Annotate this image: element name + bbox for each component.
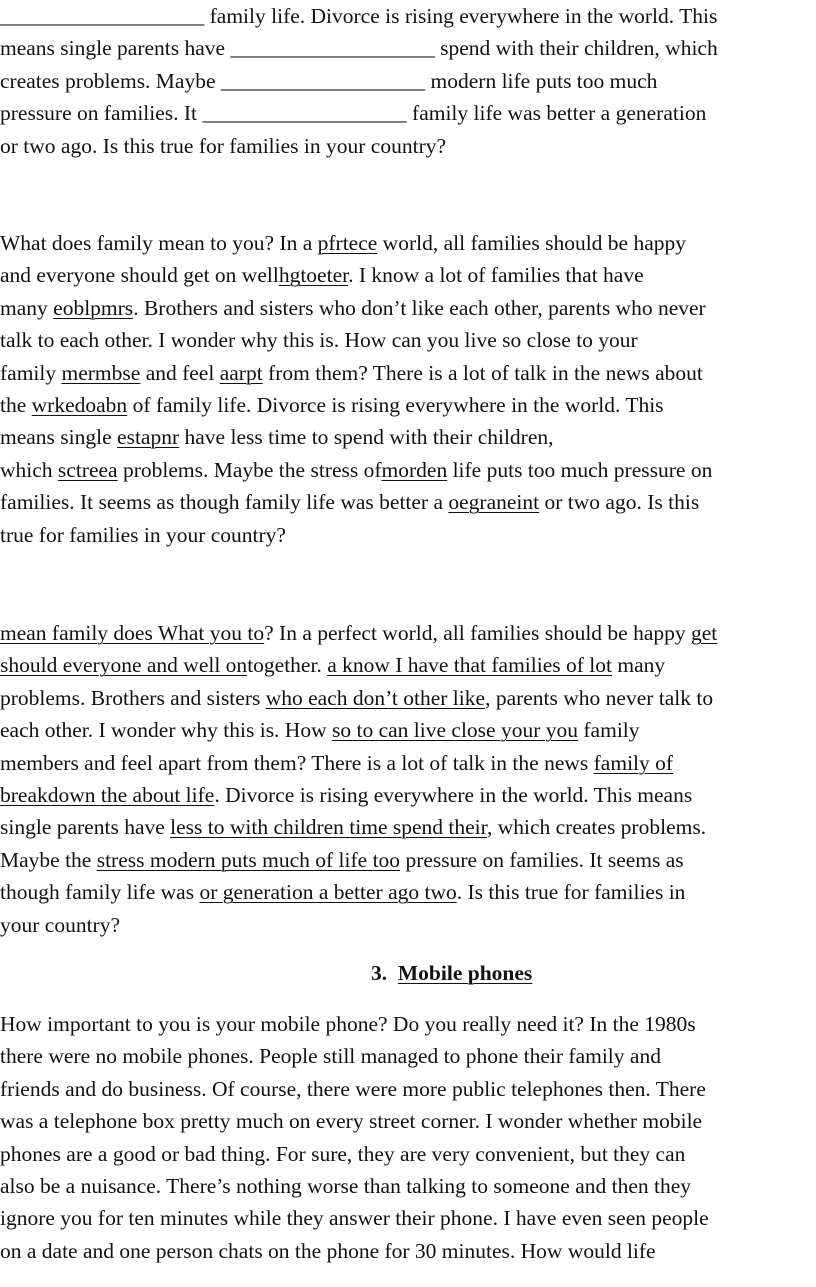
text-run: together. — [247, 653, 328, 678]
mobile-phones-paragraph-line: phones are a good or bad thing. For sure, they are very convenient, but they can — [0, 1141, 686, 1166]
text-run: means single — [0, 425, 118, 450]
mobile-phones-paragraph-line: there were no mobile phones. People still managed to phone their family and — [0, 1044, 661, 1069]
scrambled-word-order-paragraph-line — [0, 714, 640, 746]
underlined-scrambled-text: who each don’t other like — [265, 685, 486, 710]
text-run: families. It seems as though family life was better a — [0, 490, 449, 515]
text-run: and everyone should get on well — [0, 263, 279, 288]
mobile-phones-paragraph-line: How important to you is your mobile phone? Do you really need it? In the 1980s — [0, 1012, 696, 1036]
underlined-scrambled-text: pfrtece — [317, 231, 378, 255]
underlined-scrambled-text: or generation a better ago two — [199, 880, 457, 905]
text-run: or two ago. Is this — [539, 490, 700, 515]
text-run: the — [0, 393, 32, 417]
underlined-scrambled-text: oegraneint — [448, 490, 540, 515]
text-run: . Brothers and sisters who don’t like each other, parents who never — [133, 295, 706, 320]
cloze-exercise-paragraph-line — [0, 65, 657, 97]
section-heading — [371, 957, 532, 989]
text-run: pressure on families. It — [0, 101, 203, 126]
heading-gap — [387, 961, 398, 985]
text-run: , which creates problems. — [486, 815, 707, 840]
scrambled-word-order-paragraph-line — [0, 811, 706, 843]
mobile-phones-paragraph-line: ignore you for ten minutes while they answer their phone. I have even seen people — [0, 1206, 709, 1231]
text-run: What does family mean to you? In a — [0, 231, 318, 255]
text-run: . Divorce is rising everywhere in the world. This means — [214, 783, 693, 807]
cloze-exercise-paragraph-line — [0, 32, 718, 64]
underlined-scrambled-text: eoblpmrs — [53, 295, 134, 320]
text-run: problems. Maybe the stress of — [117, 457, 382, 482]
underlined-scrambled-text: get — [691, 621, 718, 645]
text-run: members and feel apart from them? There is a lot of talk in the news — [0, 750, 594, 775]
text-run: modern life puts too much — [425, 68, 658, 93]
section-title: Mobile phones — [397, 961, 533, 985]
text-run: your country? — [0, 912, 121, 937]
scrambled-spelling-paragraph-line — [0, 227, 686, 259]
text-run: though family life was — [0, 880, 200, 905]
scrambled-spelling-paragraph-line — [0, 389, 664, 421]
text-run: true for families in your country? — [0, 522, 286, 547]
underlined-scrambled-text: mean family does What you to — [0, 621, 265, 645]
scrambled-word-order-paragraph-line — [0, 844, 684, 876]
scrambled-spelling-paragraph-line — [0, 292, 706, 324]
underlined-scrambled-text: aarpt — [219, 360, 263, 385]
underlined-scrambled-text: mermbse — [61, 360, 141, 385]
text-run: problems. Brothers and sisters — [0, 685, 266, 710]
scrambled-word-order-paragraph-line — [0, 909, 120, 941]
underlined-scrambled-text: a know I have that families of lot — [327, 653, 612, 678]
mobile-phones-paragraph-line: also be a nuisance. There’s nothing worse than talking to someone and then they — [0, 1174, 692, 1198]
text-run: which — [0, 457, 58, 482]
text-run: family life was better a generation — [406, 101, 707, 126]
text-run: Maybe the — [0, 847, 97, 872]
text-run: each other. I wonder why this is. How — [0, 718, 332, 743]
fill-in-blank: ___________________ — [230, 36, 435, 61]
scrambled-spelling-paragraph-line — [0, 519, 286, 551]
text-run: family — [578, 718, 640, 743]
mobile-phones-paragraph-line: on a date and one person chats on the phone for 30 minutes. How would life — [0, 1238, 656, 1263]
underlined-scrambled-text: hgtoeter — [278, 263, 349, 288]
text-run: many — [0, 295, 54, 320]
text-run: and feel — [140, 360, 220, 385]
scrambled-word-order-paragraph-line — [0, 876, 685, 908]
fill-in-blank: ___________________ — [0, 4, 205, 28]
text-run: . I know a lot of families that have — [348, 263, 644, 288]
underlined-scrambled-text: family of — [593, 750, 674, 775]
cloze-exercise-paragraph-line — [0, 0, 717, 32]
fill-in-blank: ___________________ — [220, 68, 426, 93]
underlined-scrambled-text: so to can live close your you — [332, 718, 579, 743]
scrambled-spelling-paragraph-line — [0, 357, 703, 389]
underlined-scrambled-text: sctreea — [57, 457, 118, 482]
text-run: . Is this true for families in — [456, 880, 686, 905]
mobile-phones-paragraph-line: was a telephone box pretty much on every street corner. I wonder whether mobile — [0, 1109, 703, 1134]
underlined-scrambled-text: should everyone and well on — [0, 653, 248, 678]
scrambled-word-order-paragraph-line — [0, 747, 673, 779]
text-run: means single parents have — [0, 36, 231, 61]
cloze-exercise-paragraph-line — [0, 97, 706, 129]
text-run: ? In a perfect world, all families should be happy — [264, 621, 691, 645]
text-run: many — [612, 653, 666, 678]
underlined-scrambled-text: less to with children time spend their — [170, 815, 487, 840]
cloze-exercise-paragraph-line — [0, 130, 446, 162]
scrambled-spelling-paragraph-line — [0, 421, 554, 453]
section-number: 3. — [371, 961, 388, 985]
text-run: family — [0, 360, 62, 385]
text-run: family life. Divorce is rising everywhere in the world. This — [204, 4, 718, 28]
scrambled-spelling-paragraph-line — [0, 259, 644, 291]
text-run: or two ago. Is this true for families in your country? — [0, 133, 447, 158]
text-run: spend with their children, which — [434, 36, 718, 61]
underlined-scrambled-text: morden — [381, 457, 448, 482]
scrambled-spelling-paragraph-line — [0, 486, 699, 518]
scrambled-spelling-paragraph-line — [0, 324, 638, 356]
text-run: have less time to spend with their children, — [179, 425, 554, 450]
text-run: , parents who never talk to — [485, 685, 714, 710]
text-run: from them? There is a lot of talk in the news about — [262, 360, 703, 385]
underlined-scrambled-text: estapnr — [117, 425, 180, 450]
text-run: world, all families should be happy — [377, 231, 687, 255]
text-run: talk to each other. I wonder why this is. How can you live so close to your — [0, 328, 638, 353]
text-run: creates problems. Maybe — [0, 68, 221, 93]
mobile-phones-paragraph-line: friends and do business. Of course, there were more public telephones then. There — [0, 1076, 706, 1101]
underlined-scrambled-text: wrkedoabn — [31, 393, 128, 417]
scrambled-spelling-paragraph-line — [0, 454, 712, 486]
scrambled-word-order-paragraph-line — [0, 617, 717, 649]
text-run: life puts too much pressure on — [447, 457, 713, 482]
text-run: of family life. Divorce is rising everywhere in the world. This — [127, 393, 664, 417]
underlined-scrambled-text: stress modern puts much of life too — [96, 847, 401, 872]
text-run: single parents have — [0, 815, 171, 840]
scrambled-word-order-paragraph-line — [0, 682, 713, 714]
fill-in-blank: ___________________ — [202, 101, 407, 126]
scrambled-word-order-paragraph-line — [0, 649, 665, 681]
text-run: pressure on families. It seems as — [400, 847, 684, 872]
underlined-scrambled-text: breakdown the about life — [0, 783, 215, 807]
scrambled-word-order-paragraph-line — [0, 779, 692, 811]
